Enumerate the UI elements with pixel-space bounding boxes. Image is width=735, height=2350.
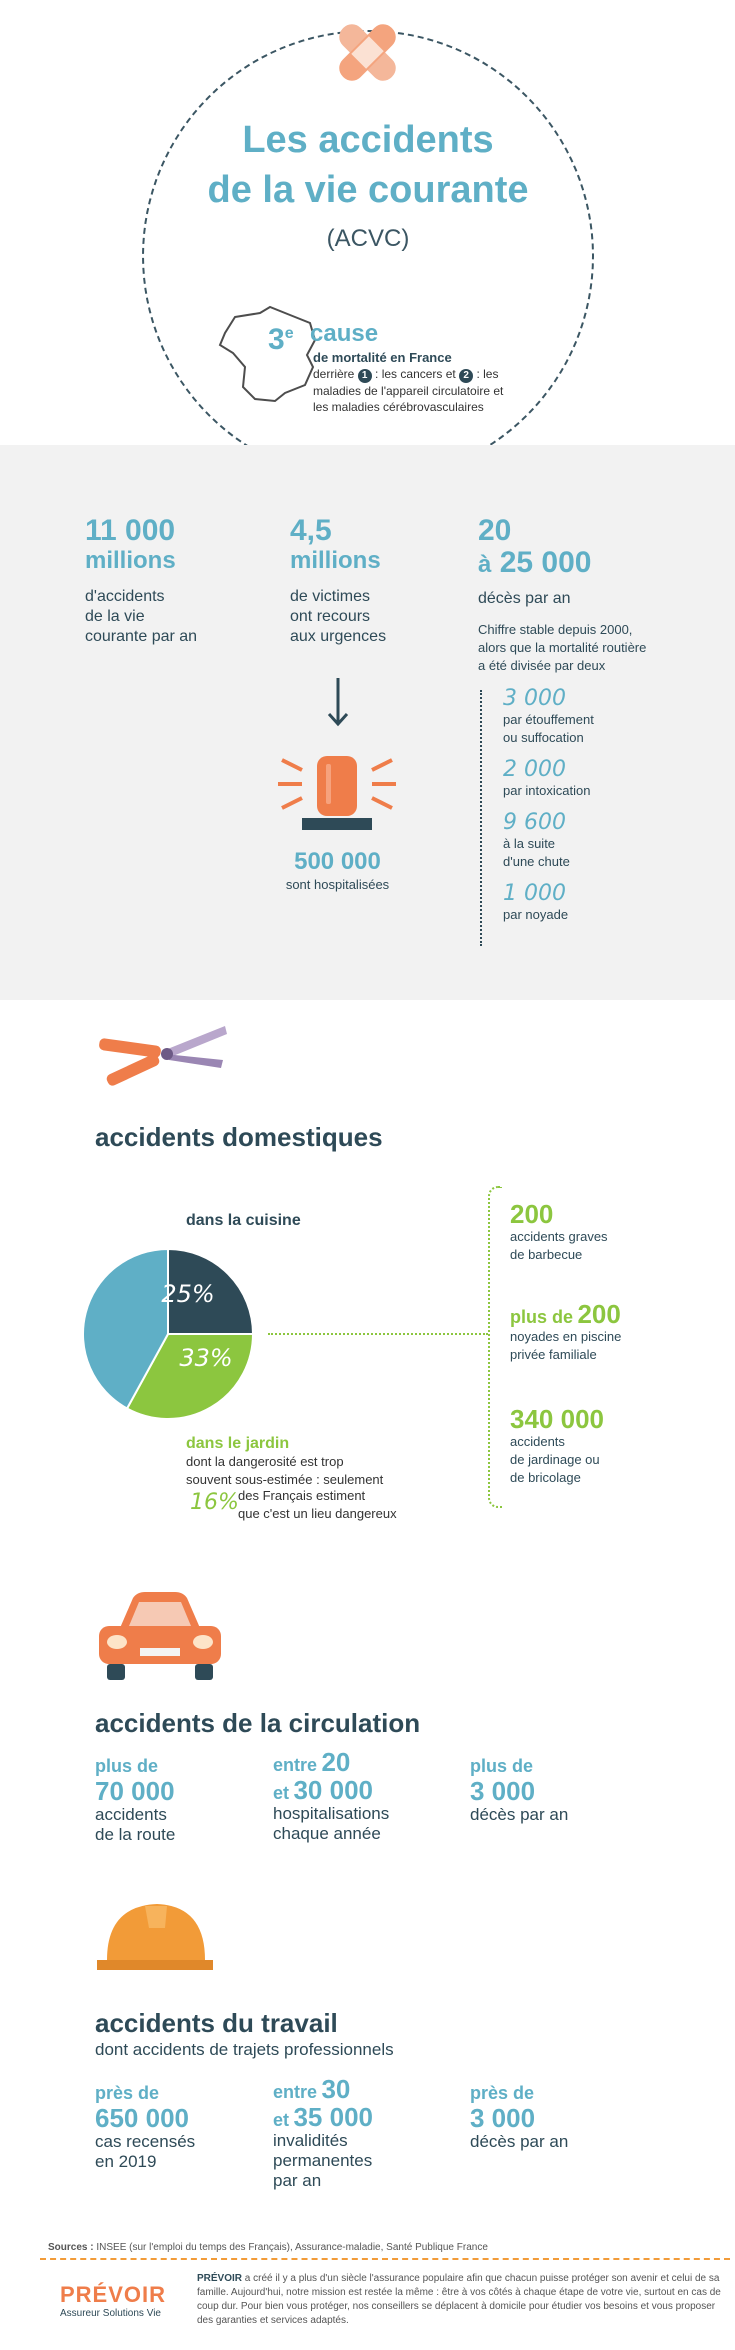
stat-hospitalised: 500 000 sont hospitalisées [285, 848, 390, 892]
road-heading: accidents de la circulation [95, 1708, 421, 1738]
work-stat: près de 3 000 décès par an [470, 2083, 569, 2151]
bandage-icon [325, 10, 410, 95]
breakdown-item: 1 000 par noyade [503, 881, 569, 922]
stat-accidents: 11 000 millions d'accidents de la vie courante par an [85, 514, 198, 645]
cause-word: cause [310, 320, 379, 347]
kitchen-label: dans la cuisine [186, 1212, 301, 1229]
death-breakdown [503, 686, 594, 924]
hard-hat-icon [95, 1898, 215, 1978]
breakdown-item: 3 000 par étouffement ou suffocation [503, 686, 594, 745]
cause-subtitle: de mortalité en France [313, 350, 452, 365]
pie-connector [268, 1333, 488, 1335]
pie-label-kitchen: 25% [161, 1280, 215, 1308]
domestic-item: 340 000 accidents de jardinage ou de bricolage [510, 1404, 604, 1485]
domestic-pie-chart [78, 1244, 258, 1424]
footer-divider [40, 2258, 730, 2260]
car-icon [95, 1590, 225, 1685]
breakdown-item: 9 600 à la suite d'une chute [503, 810, 570, 869]
work-stat: entre 30 et 35 000 invalidités permanentes par an [273, 2074, 373, 2190]
road-stat: entre 20 et 30 000 hospitalisations chaque année [273, 1747, 390, 1843]
arrow-down-icon [326, 678, 350, 728]
garden-pct2: 16% [190, 1490, 239, 1515]
pruning-shears-icon [95, 1020, 235, 1095]
sources: Sources : INSEE (sur l'emploi du temps des Français), Assurance-maladie, Santé Publique France [48, 2242, 488, 2253]
road-stat: plus de 70 000 accidents de la route [95, 1756, 176, 1844]
page-title: Les accidents de la vie courante [207, 119, 529, 211]
bullet-1-icon: 1 [358, 369, 372, 383]
page-acronym: (ACVC) [326, 225, 410, 252]
breakdown-item: 2 000 par intoxication [503, 757, 591, 798]
bullet-2-icon: 2 [459, 369, 473, 383]
work-subheading: dont accidents de trajets professionnels [95, 2040, 394, 2059]
garden-desc2: des Français estiment que c'est un lieu dangereux [238, 1488, 397, 1521]
garden-info: dans le jardin dont la dangerosité est trop souvent sous-estimée : seulement [186, 1435, 384, 1487]
domestic-bracket [488, 1186, 502, 1508]
cause-detail: derrière 1 : les cancers et 2 : les maladies de l'appareil circulatoire et les maladies cérébrovasculaires [313, 367, 504, 414]
domestic-item: plus de 200 noyades en piscine privée familiale [510, 1299, 622, 1362]
prevoir-logo: PRÉVOIR Assureur Solutions Vie [60, 2282, 167, 2319]
pie-label-garden: 33% [179, 1344, 233, 1372]
stat-emergencies: 4,5 millions de victimes ont recours aux urgences [290, 514, 387, 645]
stat-deaths: 20 à 25 000 décès par an Chiffre stable depuis 2000, alors que la mortalité routière a été divisée par deux [478, 514, 647, 673]
footer-about: PRÉVOIR a créé il y a plus d'un siècle l'assurance populaire afin que chacun puisse protéger son avenir et celui de sa famille. Aujourd'hui, notre mission est restée la même : être à vos côtés à chaque étape de votre vie, surtout en cas de coup dur. Pour bien vous protéger, nos conseillers se déplacent à domicile pour étudier vos besoins et vous proposer des garanties et services adaptés. [197, 2273, 721, 2326]
domestic-heading: accidents domestiques [95, 1122, 383, 1152]
road-stat: plus de 3 000 décès par an [470, 1756, 569, 1824]
siren-icon [272, 748, 402, 840]
work-heading: accidents du travail [95, 2008, 338, 2038]
breakdown-divider [480, 690, 482, 946]
work-stat: près de 650 000 cas recensés en 2019 [95, 2083, 196, 2171]
domestic-item: 200 accidents graves de barbecue [510, 1199, 608, 1262]
cause-number: 3e [268, 323, 294, 356]
